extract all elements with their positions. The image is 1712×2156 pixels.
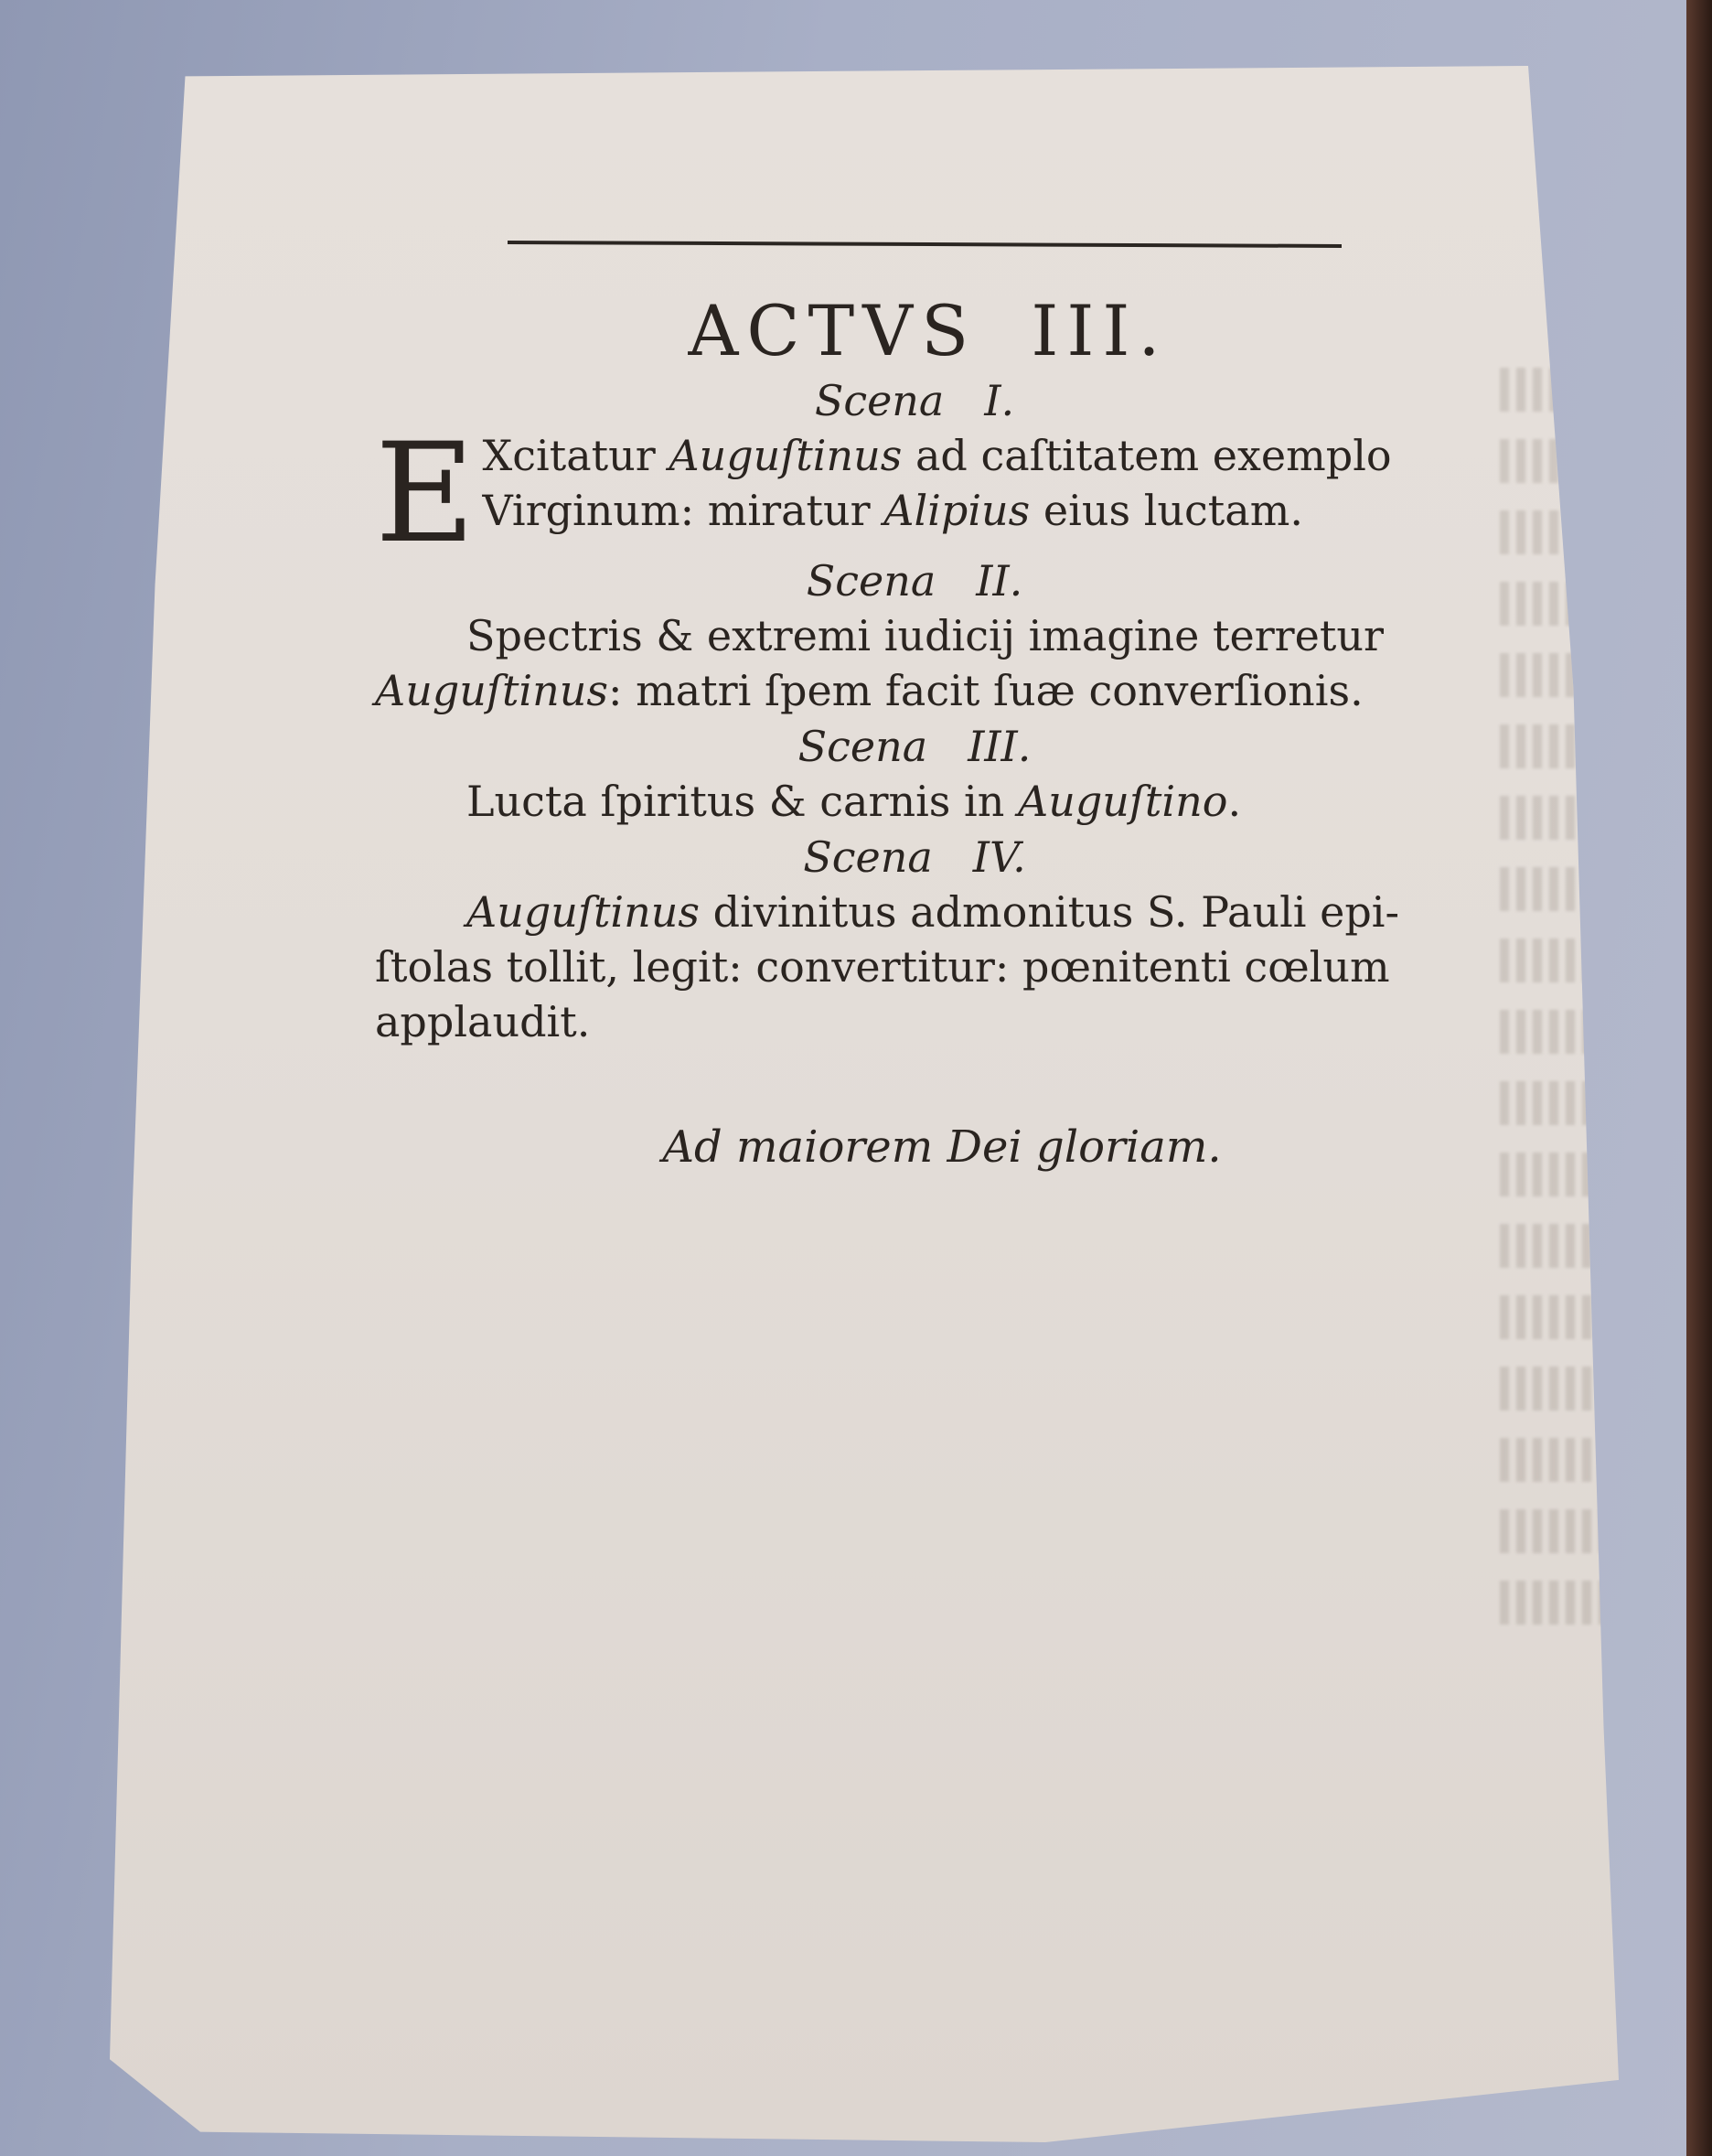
drop-cap: E [375,429,476,553]
text-line: Xcitatur Auguſtinus ad caſtitatem exemplo [482,431,1392,481]
scene-label: Scena [803,831,933,882]
closing-motto: Ad maiorem Dei gloriam. [662,1121,1222,1173]
text-line: Virginum: miratur Alipius eius luctam. [482,485,1303,535]
text-line: ſtolas tollit, legit: convertitur: pœnitenti cœlum [375,942,1390,992]
act-number: III. [1031,290,1169,371]
scene-label: Scena [797,721,928,771]
act-heading [402,290,1454,371]
act-title: ACTVS [688,290,978,371]
act-text-block [375,290,1454,1173]
text-line: Auguſtinus: matri ſpem facit ſuæ converſionis. [375,665,1364,715]
scene-heading-3 [375,721,1454,774]
scene-number: IV. [972,831,1026,882]
scene-3-summary [375,775,1454,830]
scene-label: Scena [806,555,936,606]
scene-heading-1 [375,375,1454,428]
background-edge [1686,0,1712,2156]
scene-number: II. [976,555,1023,606]
text-line: Lucta ſpiritus & carnis in Auguſtino. [466,777,1242,827]
scene-4-summary [375,885,1454,1049]
scene-heading-4 [375,831,1454,885]
scene-2-summary [375,609,1454,719]
text-line: Spectris & extremi iudicij imagine terretur [466,611,1384,661]
scene-1-summary [375,429,1454,553]
text-line: applaudit. [375,997,591,1047]
scene-label: Scena [814,375,945,425]
scene-heading-2 [375,555,1454,608]
text-line: Auguſtinus divinitus admonitus S. Pauli epi- [466,887,1400,938]
scene-number: III. [968,721,1032,771]
show-through-text [1500,368,1610,1740]
scene-number: I. [984,375,1015,425]
